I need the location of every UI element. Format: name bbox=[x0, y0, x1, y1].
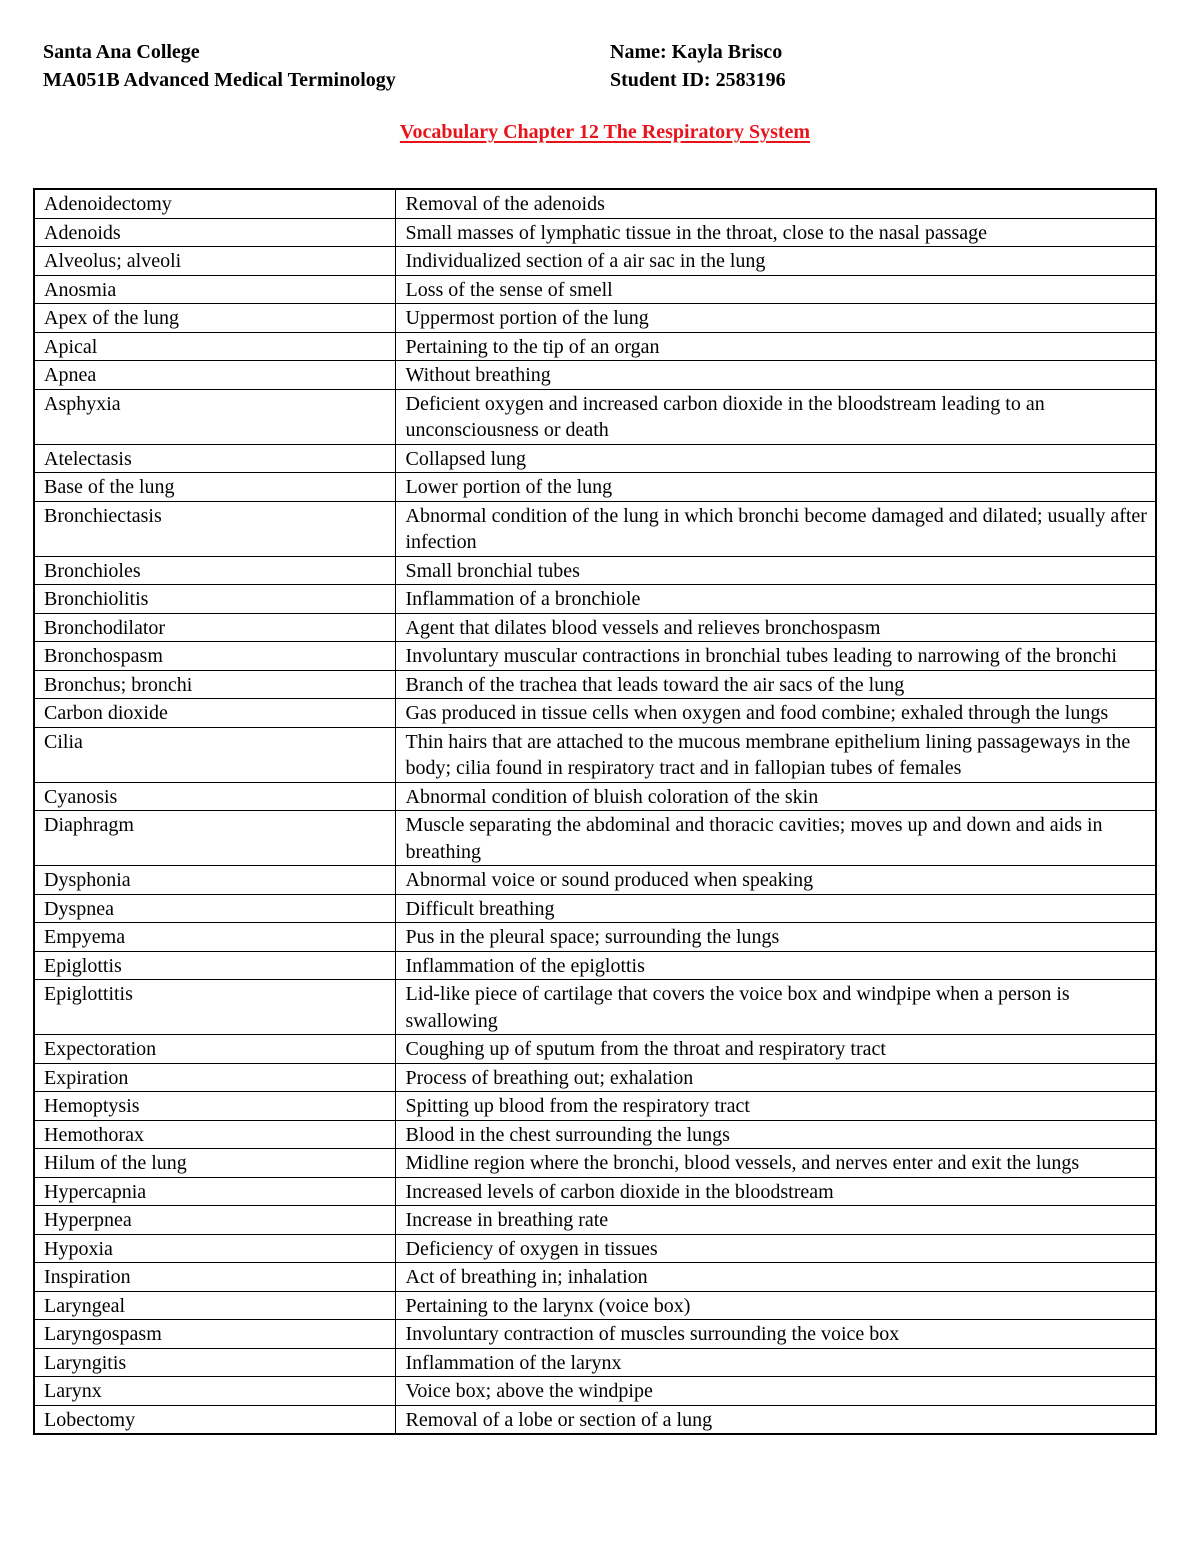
definition-cell: Increased levels of carbon dioxide in the bloodstream bbox=[395, 1177, 1156, 1206]
table-row bbox=[34, 811, 1156, 866]
term-cell: Diaphragm bbox=[34, 811, 395, 866]
term-cell: Bronchodilator bbox=[34, 613, 395, 642]
table-row bbox=[34, 727, 1156, 782]
term-cell: Cyanosis bbox=[34, 782, 395, 811]
definition-cell: Pertaining to the tip of an organ bbox=[395, 332, 1156, 361]
student-name: Name: Kayla Brisco bbox=[610, 41, 783, 63]
definition-cell: Abnormal condition of the lung in which bronchi become damaged and dilated; usually after infection bbox=[395, 501, 1156, 556]
vocabulary-table bbox=[33, 188, 1157, 1435]
term-cell: Epiglottitis bbox=[34, 980, 395, 1035]
term-cell: Alveolus; alveoli bbox=[34, 247, 395, 276]
term-cell: Apical bbox=[34, 332, 395, 361]
definition-cell: Coughing up of sputum from the throat and respiratory tract bbox=[395, 1035, 1156, 1064]
term-cell: Adenoids bbox=[34, 218, 395, 247]
term-cell: Bronchiolitis bbox=[34, 585, 395, 614]
table-row bbox=[34, 1206, 1156, 1235]
table-row bbox=[34, 556, 1156, 585]
table-row bbox=[34, 189, 1156, 218]
definition-cell: Deficient oxygen and increased carbon dioxide in the bloodstream leading to an unconsciousness or death bbox=[395, 389, 1156, 444]
table-row bbox=[34, 1263, 1156, 1292]
table-row bbox=[34, 866, 1156, 895]
definition-cell: Muscle separating the abdominal and thoracic cavities; moves up and down and aids in breathing bbox=[395, 811, 1156, 866]
definition-cell: Loss of the sense of smell bbox=[395, 275, 1156, 304]
table-row bbox=[34, 1320, 1156, 1349]
table-row bbox=[34, 1063, 1156, 1092]
table-row bbox=[34, 473, 1156, 502]
definition-cell: Inflammation of the larynx bbox=[395, 1348, 1156, 1377]
table-row bbox=[34, 501, 1156, 556]
term-cell: Asphyxia bbox=[34, 389, 395, 444]
definition-cell: Removal of the adenoids bbox=[395, 189, 1156, 218]
header-right-block bbox=[610, 38, 786, 94]
definition-cell: Branch of the trachea that leads toward the air sacs of the lung bbox=[395, 670, 1156, 699]
definition-cell: Removal of a lobe or section of a lung bbox=[395, 1405, 1156, 1434]
definition-cell: Agent that dilates blood vessels and relieves bronchospasm bbox=[395, 613, 1156, 642]
table-row bbox=[34, 389, 1156, 444]
definition-cell: Collapsed lung bbox=[395, 444, 1156, 473]
term-cell: Cilia bbox=[34, 727, 395, 782]
table-row bbox=[34, 782, 1156, 811]
table-row bbox=[34, 1177, 1156, 1206]
table-row bbox=[34, 444, 1156, 473]
table-row bbox=[34, 670, 1156, 699]
table-row bbox=[34, 980, 1156, 1035]
term-cell: Bronchus; bronchi bbox=[34, 670, 395, 699]
definition-cell: Increase in breathing rate bbox=[395, 1206, 1156, 1235]
table-row bbox=[34, 1348, 1156, 1377]
term-cell: Epiglottis bbox=[34, 951, 395, 980]
term-cell: Larynx bbox=[34, 1377, 395, 1406]
table-row bbox=[34, 923, 1156, 952]
definition-cell: Blood in the chest surrounding the lungs bbox=[395, 1120, 1156, 1149]
table-row bbox=[34, 247, 1156, 276]
table-row bbox=[34, 585, 1156, 614]
term-cell: Base of the lung bbox=[34, 473, 395, 502]
definition-cell: Act of breathing in; inhalation bbox=[395, 1263, 1156, 1292]
term-cell: Dysphonia bbox=[34, 866, 395, 895]
table-row bbox=[34, 1234, 1156, 1263]
definition-cell: Deficiency of oxygen in tissues bbox=[395, 1234, 1156, 1263]
table-row bbox=[34, 613, 1156, 642]
vocabulary-table-body bbox=[34, 189, 1156, 1434]
definition-cell: Abnormal voice or sound produced when speaking bbox=[395, 866, 1156, 895]
definition-cell: Involuntary muscular contractions in bronchial tubes leading to narrowing of the bronchi bbox=[395, 642, 1156, 671]
term-cell: Bronchospasm bbox=[34, 642, 395, 671]
term-cell: Laryngospasm bbox=[34, 1320, 395, 1349]
term-cell: Hyperpnea bbox=[34, 1206, 395, 1235]
definition-cell: Small masses of lymphatic tissue in the throat, close to the nasal passage bbox=[395, 218, 1156, 247]
definition-cell: Abnormal condition of bluish coloration of the skin bbox=[395, 782, 1156, 811]
definition-cell: Lower portion of the lung bbox=[395, 473, 1156, 502]
table-row bbox=[34, 1092, 1156, 1121]
table-row bbox=[34, 1149, 1156, 1178]
definition-cell: Pertaining to the larynx (voice box) bbox=[395, 1291, 1156, 1320]
table-row bbox=[34, 1291, 1156, 1320]
table-row bbox=[34, 951, 1156, 980]
term-cell: Bronchiectasis bbox=[34, 501, 395, 556]
table-row bbox=[34, 894, 1156, 923]
table-row bbox=[34, 1035, 1156, 1064]
term-cell: Inspiration bbox=[34, 1263, 395, 1292]
definition-cell: Involuntary contraction of muscles surrounding the voice box bbox=[395, 1320, 1156, 1349]
table-row bbox=[34, 1120, 1156, 1149]
definition-cell: Inflammation of a bronchiole bbox=[395, 585, 1156, 614]
definition-cell: Process of breathing out; exhalation bbox=[395, 1063, 1156, 1092]
term-cell: Apnea bbox=[34, 361, 395, 390]
definition-cell: Voice box; above the windpipe bbox=[395, 1377, 1156, 1406]
term-cell: Anosmia bbox=[34, 275, 395, 304]
term-cell: Carbon dioxide bbox=[34, 699, 395, 728]
student-id: Student ID: 2583196 bbox=[610, 69, 786, 91]
term-cell: Laryngeal bbox=[34, 1291, 395, 1320]
definition-cell: Midline region where the bronchi, blood vessels, and nerves enter and exit the lungs bbox=[395, 1149, 1156, 1178]
school-name: Santa Ana College bbox=[43, 41, 200, 63]
table-row bbox=[34, 642, 1156, 671]
definition-cell: Pus in the pleural space; surrounding the lungs bbox=[395, 923, 1156, 952]
term-cell: Apex of the lung bbox=[34, 304, 395, 333]
definition-cell: Inflammation of the epiglottis bbox=[395, 951, 1156, 980]
term-cell: Hemoptysis bbox=[34, 1092, 395, 1121]
table-row bbox=[34, 1405, 1156, 1434]
table-row bbox=[34, 699, 1156, 728]
definition-cell: Lid-like piece of cartilage that covers the voice box and windpipe when a person is swallowing bbox=[395, 980, 1156, 1035]
table-row bbox=[34, 332, 1156, 361]
definition-cell: Difficult breathing bbox=[395, 894, 1156, 923]
definition-cell: Individualized section of a air sac in the lung bbox=[395, 247, 1156, 276]
definition-cell: Gas produced in tissue cells when oxygen and food combine; exhaled through the lungs bbox=[395, 699, 1156, 728]
term-cell: Laryngitis bbox=[34, 1348, 395, 1377]
term-cell: Lobectomy bbox=[34, 1405, 395, 1434]
table-row bbox=[34, 275, 1156, 304]
term-cell: Dyspnea bbox=[34, 894, 395, 923]
definition-cell: Spitting up blood from the respiratory tract bbox=[395, 1092, 1156, 1121]
definition-cell: Uppermost portion of the lung bbox=[395, 304, 1156, 333]
definition-cell: Without breathing bbox=[395, 361, 1156, 390]
term-cell: Empyema bbox=[34, 923, 395, 952]
table-row bbox=[34, 1377, 1156, 1406]
term-cell: Adenoidectomy bbox=[34, 189, 395, 218]
term-cell: Hilum of the lung bbox=[34, 1149, 395, 1178]
page-title: Vocabulary Chapter 12 The Respiratory System bbox=[399, 121, 811, 143]
table-row bbox=[34, 218, 1156, 247]
term-cell: Bronchioles bbox=[34, 556, 395, 585]
definition-cell: Small bronchial tubes bbox=[395, 556, 1156, 585]
term-cell: Hemothorax bbox=[34, 1120, 395, 1149]
header-left-block bbox=[43, 38, 396, 94]
term-cell: Expiration bbox=[34, 1063, 395, 1092]
table-row bbox=[34, 304, 1156, 333]
term-cell: Expectoration bbox=[34, 1035, 395, 1064]
table-row bbox=[34, 361, 1156, 390]
course-name: MA051B Advanced Medical Terminology bbox=[43, 69, 396, 91]
definition-cell: Thin hairs that are attached to the mucous membrane epithelium lining passageways in the body; cilia found in respiratory tract and in fallopian tubes of females bbox=[395, 727, 1156, 782]
term-cell: Atelectasis bbox=[34, 444, 395, 473]
term-cell: Hypercapnia bbox=[34, 1177, 395, 1206]
term-cell: Hypoxia bbox=[34, 1234, 395, 1263]
